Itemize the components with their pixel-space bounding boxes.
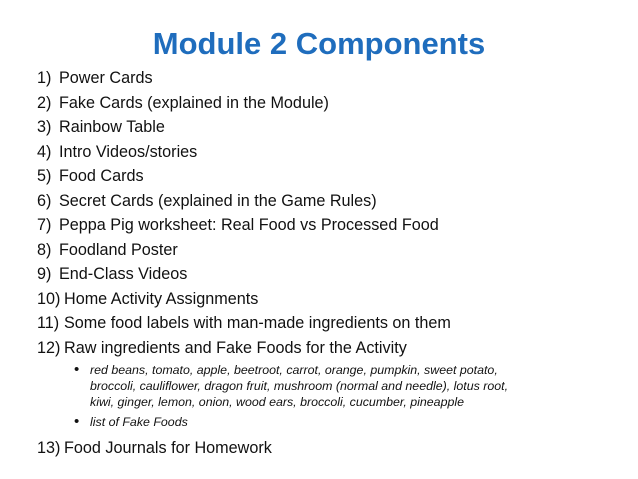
item-number: 4) — [37, 142, 52, 161]
list-item — [37, 238, 617, 263]
list-item — [37, 436, 617, 461]
list-item — [37, 287, 617, 312]
item-number: 2) — [37, 93, 52, 112]
slide-title: Module 2 Components — [152, 26, 486, 61]
list-item — [37, 115, 617, 140]
item-text: Foodland Poster — [59, 240, 178, 259]
item-text: Peppa Pig worksheet: Real Food vs Processed Food — [59, 216, 439, 234]
list-item — [37, 336, 617, 361]
item-number: 9) — [37, 265, 52, 283]
list-item — [37, 262, 617, 287]
list-item — [37, 91, 617, 116]
item-text: Home Activity Assignments — [64, 289, 259, 308]
item-text: Fake Cards (explained in the Module) — [59, 93, 329, 112]
item-text: Some food labels with man-made ingredients on them — [64, 314, 451, 332]
item-text: Rainbow Table — [59, 118, 165, 136]
list-item — [37, 311, 617, 336]
list-item — [37, 213, 617, 238]
ingredients-sublist — [37, 360, 617, 434]
item-number: 10) — [37, 289, 61, 308]
list-item — [37, 189, 617, 214]
item-text: Raw ingredients and Fake Foods for the Activity — [64, 338, 407, 357]
sublist-line: red beans, tomato, apple, beetroot, carrot, orange, pumpkin, sweet potato, — [90, 363, 498, 377]
item-text: Food Journals for Homework — [64, 439, 272, 457]
item-number: 12) — [37, 338, 61, 357]
list-item — [37, 66, 617, 91]
item-number: 13) — [37, 439, 61, 457]
item-number: 1) — [37, 69, 52, 87]
item-text: End-Class Videos — [59, 265, 188, 283]
components-list — [37, 66, 617, 461]
item-text: Food Cards — [59, 167, 144, 185]
item-number: 6) — [37, 191, 52, 210]
bullet-icon: • — [74, 361, 80, 378]
sublist-item — [74, 362, 617, 410]
sublist-line: broccoli, cauliflower, dragon fruit, mushroom (normal and needle), lotus root, — [90, 379, 509, 393]
item-text: Power Cards — [59, 69, 153, 87]
item-number: 8) — [37, 240, 52, 259]
item-text: Secret Cards (explained in the Game Rules) — [59, 191, 377, 210]
item-number: 5) — [37, 167, 52, 185]
sublist-container — [37, 360, 617, 434]
sublist-line: kiwi, ginger, lemon, onion, wood ears, broccoli, cucumber, pineapple — [90, 395, 464, 409]
item-text: Intro Videos/stories — [59, 142, 198, 161]
sublist-line: list of Fake Foods — [90, 415, 188, 429]
list-item — [37, 140, 617, 165]
item-number: 7) — [37, 216, 52, 234]
item-number: 3) — [37, 118, 52, 136]
sublist-item — [74, 414, 617, 430]
bullet-icon: • — [74, 413, 80, 430]
item-number: 11) — [37, 314, 60, 332]
list-item — [37, 164, 617, 189]
